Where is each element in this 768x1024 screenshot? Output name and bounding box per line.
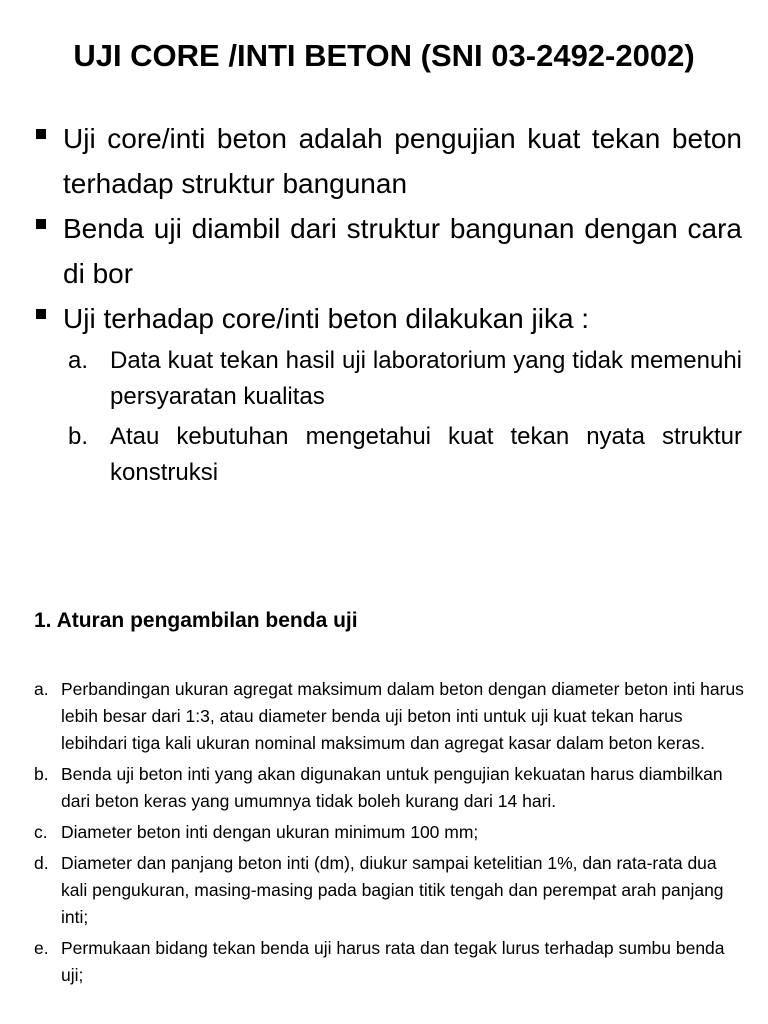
list-item [34, 850, 744, 931]
list-item [34, 761, 744, 815]
bullet-item [34, 206, 742, 296]
bullet-text: Benda uji diambil dari struktur bangunan dengan cara di bor [63, 213, 742, 289]
section-heading: 1. Aturan pengambilan benda uji [34, 609, 358, 632]
bullet-text: Uji terhadap core/inti beton dilakukan jika : [63, 303, 590, 334]
page-title: UJI CORE /INTI BETON (SNI 03-2492-2002) [73, 38, 695, 73]
list-item-marker: c. [34, 822, 48, 842]
sub-item-marker: a. [68, 347, 89, 374]
bullet-item [34, 296, 742, 341]
list-item-text: Permukaan bidang tekan benda uji harus rata dan tegak lurus terhadap sumbu benda uji; [61, 938, 725, 985]
sub-item-text: Data kuat tekan hasil uji laboratorium yang tidak memenuhi persyaratan kualitas [110, 347, 742, 410]
bullet-list [34, 116, 742, 491]
sub-item [34, 343, 742, 415]
rules-list [34, 676, 744, 989]
list-item-text: Diameter beton inti dengan ukuran minimum 100 mm; [61, 822, 479, 842]
list-item-text: Benda uji beton inti yang akan digunakan untuk pengujian kekuatan harus diambilkan dari beton keras yang umumnya tidak boleh kurang dari 14 hari. [61, 764, 723, 811]
sub-item-text: Atau kebutuhan mengetahui kuat tekan nyata struktur konstruksi [110, 423, 742, 486]
bullet-text: Uji core/inti beton adalah pengujian kuat tekan beton terhadap struktur bangunan [63, 123, 742, 199]
sub-item-marker: b. [68, 423, 89, 450]
list-item-text: Diameter dan panjang beton inti (dm), diukur sampai ketelitian 1%, dan rata-rata dua kali pengukuran, masing-masing pada bagian titik tengah dan perempat arah panjang inti; [61, 853, 724, 927]
list-item [34, 819, 744, 846]
sub-list [34, 343, 742, 491]
list-item-marker: a. [34, 679, 49, 699]
square-bullet-icon [36, 129, 46, 139]
list-item [34, 935, 744, 989]
list-item-text: Perbandingan ukuran agregat maksimum dalam beton dengan diameter beton inti harus lebih besar dari 1:3, atau diameter benda uji beton inti untuk uji kuat tekan harus lebihdari tiga kali ukuran nominal maksimum dan agregat kasar dalam beton keras. [61, 679, 744, 753]
sub-item [34, 419, 742, 491]
list-item-marker: d. [34, 853, 49, 873]
list-item-marker: e. [34, 938, 49, 958]
list-item [34, 676, 744, 757]
bullet-item [34, 116, 742, 206]
square-bullet-icon [36, 219, 46, 229]
square-bullet-icon [36, 309, 46, 319]
list-item-marker: b. [34, 764, 49, 784]
